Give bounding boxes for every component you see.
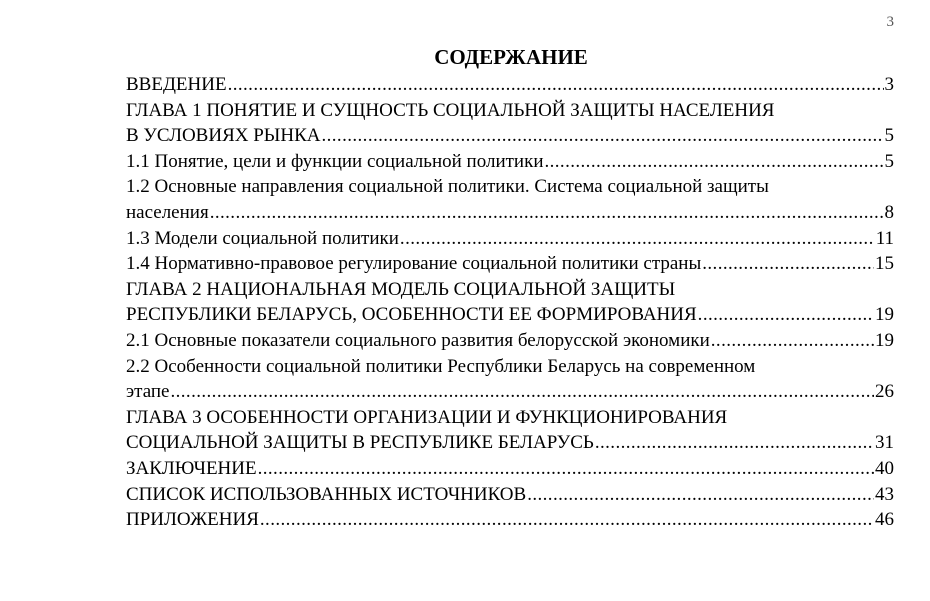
toc-dot-leader (321, 123, 883, 149)
toc-dot-leader (527, 482, 874, 508)
toc-entry-line (126, 226, 894, 252)
toc-entry-line (126, 149, 894, 175)
toc-entry-title: этапе (126, 381, 170, 403)
toc-entry-line (126, 72, 894, 98)
toc-entry-line (126, 379, 894, 405)
table-of-contents (126, 72, 894, 533)
toc-entry (126, 277, 894, 328)
toc-entry (126, 456, 894, 482)
toc-entry-page: 5 (884, 125, 894, 147)
toc-entry (126, 98, 894, 149)
toc-dot-leader (210, 200, 884, 226)
toc-entry-line (126, 251, 894, 277)
toc-dot-leader (711, 328, 874, 354)
toc-entry-line (126, 507, 894, 533)
toc-entry-page: 31 (875, 432, 894, 454)
toc-entry-line (126, 482, 894, 508)
toc-entry-page: 19 (875, 304, 894, 326)
toc-entry (126, 72, 894, 98)
toc-entry-line (126, 123, 894, 149)
toc-dot-leader (228, 72, 884, 98)
toc-entry-line (126, 200, 894, 226)
toc-dot-leader (258, 456, 874, 482)
toc-entry-line (126, 302, 894, 328)
toc-entry (126, 328, 894, 354)
toc-entry-title: СОЦИАЛЬНОЙ ЗАЩИТЫ В РЕСПУБЛИКЕ БЕЛАРУСЬ (126, 432, 594, 454)
toc-entry-page: 15 (875, 253, 894, 275)
toc-dot-leader (170, 379, 874, 405)
toc-entry-page: 11 (875, 227, 894, 249)
toc-entry (126, 149, 894, 175)
toc-entry-page: 3 (884, 74, 894, 95)
toc-entry-first-line: ГЛАВА 1 ПОНЯТИЕ И СУЩНОСТЬ СОЦИАЛЬНОЙ ЗАЩИТЫ НАСЕЛЕНИЯ (126, 99, 775, 121)
toc-dot-leader (698, 302, 874, 328)
toc-entry-first-line: ГЛАВА 2 НАЦИОНАЛЬНАЯ МОДЕЛЬ СОЦИАЛЬНОЙ ЗАЩИТЫ (126, 278, 676, 300)
toc-entry-line (126, 328, 894, 354)
toc-entry (126, 226, 894, 252)
toc-entry-title: РЕСПУБЛИКИ БЕЛАРУСЬ, ОСОБЕННОСТИ ЕЕ ФОРМИРОВАНИЯ (126, 304, 697, 326)
toc-entry (126, 405, 894, 456)
toc-entry-page: 19 (875, 329, 894, 351)
toc-entry (126, 507, 894, 533)
toc-entry-title: ПРИЛОЖЕНИЯ (126, 509, 259, 531)
toc-dot-leader (260, 507, 874, 533)
toc-title: СОДЕРЖАНИЕ (434, 45, 588, 69)
toc-entry-page: 8 (884, 201, 894, 223)
toc-entry-title: населения (126, 201, 209, 223)
toc-entry-page: 26 (875, 381, 894, 403)
toc-entry-page: 46 (875, 509, 894, 531)
toc-entry-line (126, 430, 894, 456)
toc-entry-page: 43 (875, 483, 894, 505)
toc-entry-title: 1.4 Нормативно-правовое регулирование социальной политики страны (126, 253, 702, 275)
toc-entry-line (126, 456, 894, 482)
toc-dot-leader (400, 226, 875, 252)
toc-entry (126, 482, 894, 508)
toc-entry-first-line: ГЛАВА 3 ОСОБЕННОСТИ ОРГАНИЗАЦИИ И ФУНКЦИОНИРОВАНИЯ (126, 406, 728, 428)
toc-entry-title: В УСЛОВИЯХ РЫНКА (126, 125, 321, 147)
toc-entry-title: ВВЕДЕНИЕ (126, 74, 227, 95)
toc-entry (126, 251, 894, 277)
toc-entry-title: СПИСОК ИСПОЛЬЗОВАННЫХ ИСТОЧНИКОВ (126, 483, 527, 505)
toc-entry (126, 354, 894, 405)
toc-dot-leader (544, 149, 883, 175)
toc-entry-page: 40 (875, 457, 894, 479)
toc-entry-first-line: 2.2 Особенности социальной политики Республики Беларусь на современном (126, 355, 756, 377)
page-number: 3 (886, 14, 894, 30)
toc-entry-title: 1.1 Понятие, цели и функции социальной политики (126, 150, 544, 172)
toc-entry (126, 174, 894, 225)
toc-entry-title: ЗАКЛЮЧЕНИЕ (126, 457, 257, 479)
toc-entry-title: 1.3 Модели социальной политики (126, 227, 399, 249)
toc-entry-title: 2.1 Основные показатели социального развития белорусской экономики (126, 329, 710, 351)
toc-dot-leader (702, 251, 874, 277)
toc-entry-first-line: 1.2 Основные направления социальной политики. Система социальной защиты (126, 176, 769, 198)
toc-dot-leader (595, 430, 874, 456)
toc-entry-page: 5 (884, 150, 894, 172)
